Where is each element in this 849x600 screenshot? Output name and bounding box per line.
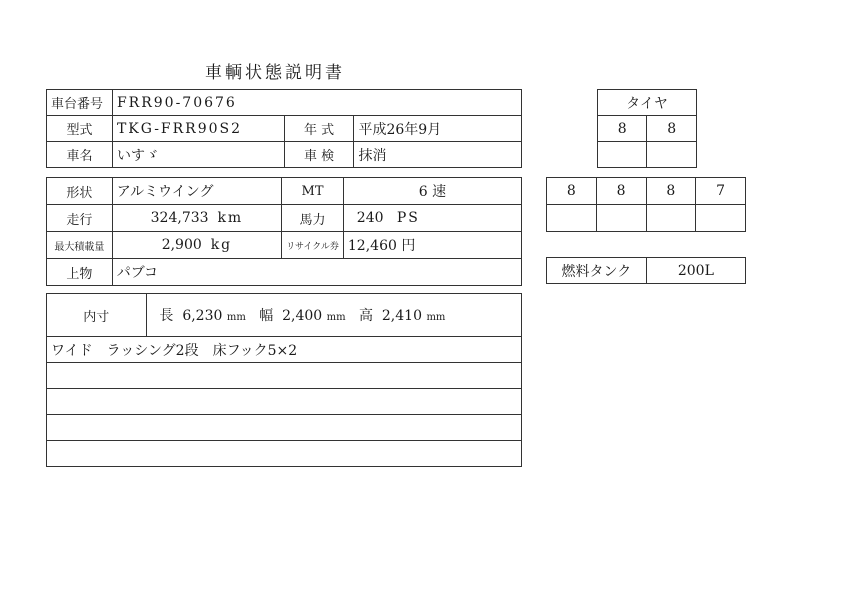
width-unit: mm [326,312,346,323]
height-value: 2,410 [381,308,422,324]
tire-label: タイヤ [598,90,697,116]
notes-line [47,415,522,441]
tire-front-left: 8 [598,116,647,142]
maker-value: いすゞ [112,142,284,168]
tire-front-right: 8 [647,116,697,142]
notes-line [47,389,522,415]
capacity-value: 2,900 [161,237,202,253]
length-label: 長 [159,308,174,324]
vehicle-info-table [46,89,522,168]
tire-rear-blank [596,205,646,232]
height-label: 高 [358,308,373,324]
recycle-label: リサイクル券 [282,232,344,259]
shape-label: 形状 [47,178,113,205]
dimensions-table [46,293,522,467]
power-label: 馬力 [282,205,344,232]
dimensions-label: 内寸 [47,294,147,337]
body-value: パブコ [112,259,521,286]
mileage-unit: km [217,210,244,226]
tire-rear-3: 8 [646,178,696,205]
tire-rear-1: 8 [547,178,597,205]
fuel-value: 200L [646,258,745,284]
capacity-unit: kg [210,237,233,253]
specs-table [46,177,522,286]
notes-line [47,441,522,467]
fuel-table [546,257,746,284]
dimensions-values [146,294,521,337]
notes-line: ワイド ラッシング2段 床フック5×2 [47,337,522,363]
height-unit: mm [426,312,446,323]
inspection-label: 車 検 [284,142,354,168]
length-value: 6,230 [182,308,223,324]
tire-rear-2: 8 [596,178,646,205]
year-value: 平成26年9月 [354,116,522,142]
model-label: 型式 [47,116,113,142]
tire-rear-blank [646,205,696,232]
tire-front-blank [598,142,647,168]
transmission-label: MT [282,178,344,205]
fuel-label: 燃料タンク [547,258,647,284]
power-unit: PS [396,210,420,226]
tire-rear-blank [547,205,597,232]
tire-front-blank [647,142,697,168]
chassis-number-value: FRR90-70676 [112,90,521,116]
length-unit: mm [226,312,246,323]
transmission-value: 6 速 [343,178,521,205]
chassis-number-label: 車台番号 [47,90,113,116]
mileage-label: 走行 [47,205,113,232]
shape-value: アルミウイング [112,178,281,205]
maker-label: 車名 [47,142,113,168]
recycle-value: 12,460 円 [343,232,521,259]
year-label: 年 式 [284,116,354,142]
tire-rear-4: 7 [696,178,746,205]
capacity-cell [112,232,281,259]
document-title: 車輌状態説明書 [205,63,345,83]
tire-front-table [597,89,697,168]
mileage-value: 324,733 [150,210,209,226]
model-value: TKG-FRR90S2 [112,116,284,142]
notes-line [47,363,522,389]
tire-rear-blank [696,205,746,232]
power-value: 240 [356,210,384,226]
capacity-label: 最大積載量 [47,232,113,259]
width-label: 幅 [259,308,274,324]
power-cell [343,205,521,232]
mileage-cell [112,205,281,232]
inspection-value: 抹消 [354,142,522,168]
tire-rear-table [546,177,746,232]
body-label: 上物 [47,259,113,286]
width-value: 2,400 [282,308,323,324]
